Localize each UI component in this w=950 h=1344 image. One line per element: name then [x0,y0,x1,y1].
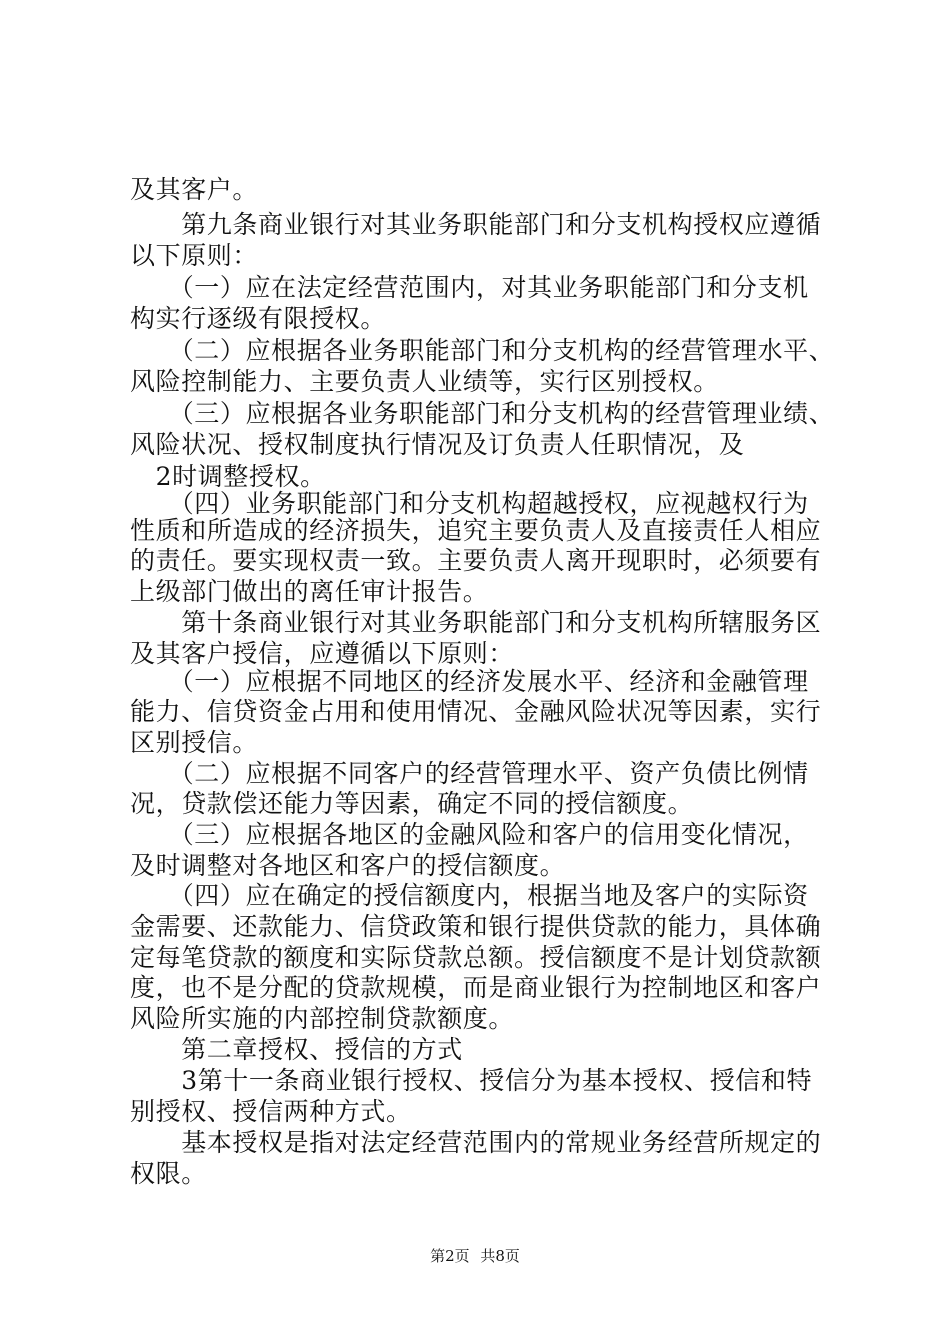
page-number: 第2页 [430,1247,470,1265]
body-text-line: 况，贷款偿还能力等因素，确定不同的授信额度。 [130,789,694,818]
body-text-line: 性质和所造成的经济损失，追究主要负责人及直接责任人相应 [130,516,822,545]
body-text-line: 2时调整授权。 [130,462,326,491]
body-text-line: 及其客户。 [130,175,259,204]
body-text-line: （四）业务职能部门和分支机构超越授权，应视越权行为 [130,489,809,518]
body-text-line: 3第十一条商业银行授权、授信分为基本授权、授信和特 [130,1066,813,1095]
body-text-line: 别授权、授信两种方式。 [130,1097,412,1126]
body-text-line: （一）应根据不同地区的经济发展水平、经济和金融管理 [130,667,809,696]
body-text-line: 以下原则： [130,241,259,270]
body-text-line: 的责任。要实现权责一致。主要负责人离开现职时，必须要有 [130,546,822,575]
body-text-line: （三）应根据各地区的金融风险和客户的信用变化情况， [130,820,809,849]
page-footer [0,1245,950,1267]
body-text-line: 第九条商业银行对其业务职能部门和分支机构授权应遵循 [130,210,822,239]
body-text-line: （一）应在法定经营范围内，对其业务职能部门和分支机 [130,273,809,302]
body-text-line: 风险所实施的内部控制贷款额度。 [130,1004,515,1033]
body-text-line: 金需要、还款能力、信贷政策和银行提供贷款的能力，具体确 [130,912,822,941]
body-text-line: 及时调整对各地区和客户的授信额度。 [130,851,566,880]
body-text-line: （二）应根据各业务职能部门和分支机构的经营管理水平、 [130,336,835,365]
body-text-line: 第十条商业银行对其业务职能部门和分支机构所辖服务区 [130,608,822,637]
body-text-line: 上级部门做出的离任审计报告。 [130,577,489,606]
body-text-line: 权限。 [130,1159,207,1188]
body-text-line: 基本授权是指对法定经营范围内的常规业务经营所规定的 [130,1128,822,1157]
body-text-line: 风险状况、授权制度执行情况及订负责人任职情况，及 [130,430,745,459]
body-text-line: 度，也不是分配的贷款规模，而是商业银行为控制地区和客户 [130,973,822,1002]
section-heading: 第二章授权、授信的方式 [130,1035,463,1064]
body-text-line: （三）应根据各业务职能部门和分支机构的经营管理业绩、 [130,399,835,428]
body-text-line: 及其客户授信，应遵循以下原则： [130,639,515,668]
body-text-line: （二）应根据不同客户的经营管理水平、资产负债比例情 [130,759,809,788]
body-text-line: （四）应在确定的授信额度内，根据当地及客户的实际资 [130,881,809,910]
total-pages: 共8页 [480,1247,520,1265]
body-text-line: 风险控制能力、主要负责人业绩等，实行区别授权。 [130,367,719,396]
body-text-line: 区别授信。 [130,728,259,757]
body-text-line: 能力、信贷资金占用和使用情况、金融风险状况等因素，实行 [130,697,822,726]
body-text-line: 构实行逐级有限授权。 [130,304,387,333]
body-text-line: 定每笔贷款的额度和实际贷款总额。授信额度不是计划贷款额 [130,943,822,972]
